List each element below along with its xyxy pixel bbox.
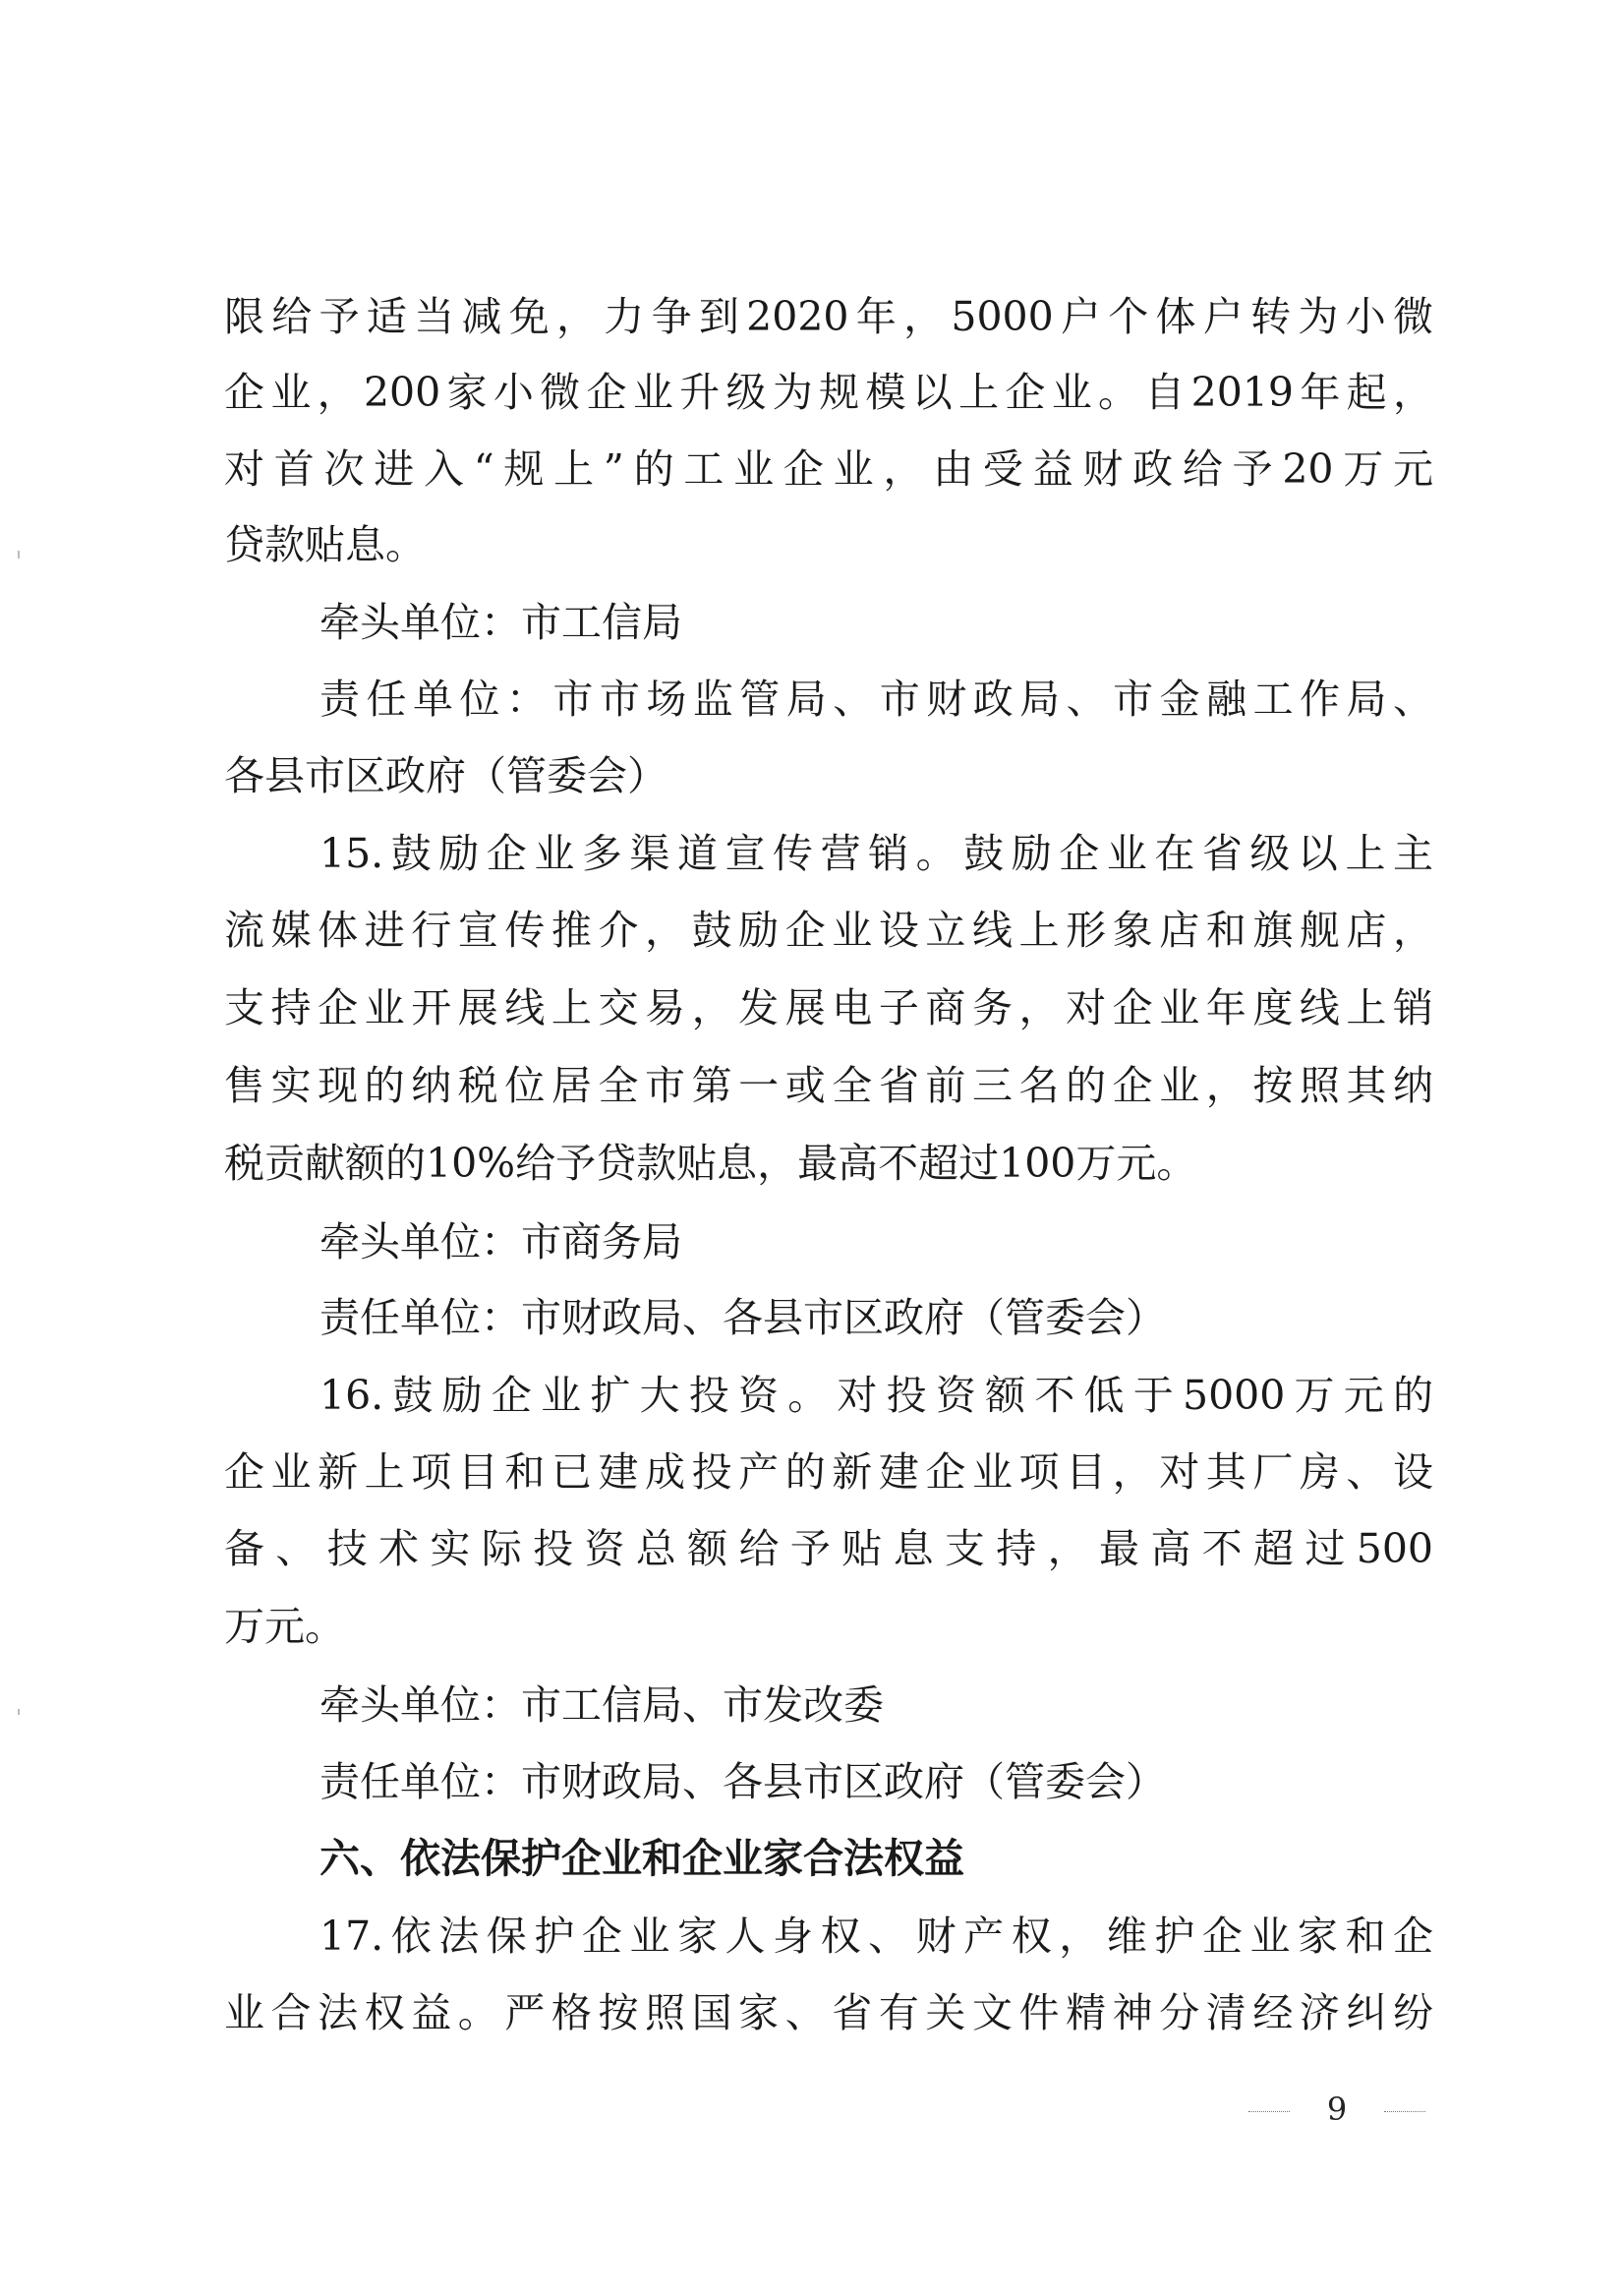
- paragraph-line: 16.鼓励企业扩大投资。对投资额不低于5000万元的: [319, 1372, 1433, 1419]
- paragraph-line: 售实现的纳税位居全市第一或全省前三名的企业，按照其纳: [224, 1062, 1433, 1109]
- paragraph-line: 15.鼓励企业多渠道宣传营销。鼓励企业在省级以上主: [319, 830, 1433, 877]
- paragraph-line: 企业，200家小微企业升级为规模以上企业。自2019年起，: [224, 369, 1433, 416]
- paragraph-line: 流媒体进行宣传推介，鼓励企业设立线上形象店和旗舰店，: [224, 907, 1433, 954]
- paragraph-line: 企业新上项目和已建成投产的新建企业项目，对其厂房、设: [224, 1448, 1433, 1496]
- responsible-unit-line: 责任单位：市市场监管局、市财政局、市金融工作局、: [319, 676, 1433, 723]
- responsible-unit-line: 责任单位：市财政局、各县市区政府（管委会）: [319, 1758, 1166, 1805]
- footer-dash-right: [1384, 2111, 1425, 2112]
- scan-margin-mark: [18, 1709, 20, 1715]
- responsible-unit-line: 责任单位：市财政局、各县市区政府（管委会）: [319, 1294, 1166, 1341]
- paragraph-line: 备、技术实际投资总额给予贴息支持，最高不超过500: [224, 1525, 1433, 1572]
- responsible-unit-line: 各县市区政府（管委会）: [224, 752, 667, 799]
- page-footer: [1248, 2090, 1425, 2129]
- paragraph-line: 17.依法保护企业家人身权、财产权，维护企业家和企: [319, 1913, 1433, 1960]
- footer-dash-left: [1248, 2111, 1290, 2112]
- paragraph-line: 限给予适当减免，力争到2020年，5000户个体户转为小微: [224, 293, 1433, 340]
- paragraph-line: 万元。: [224, 1603, 345, 1650]
- paragraph-line: 对首次进入“规上”的工业企业，由受益财政给予20万元: [224, 445, 1433, 493]
- scan-margin-mark: [18, 551, 20, 559]
- section-heading: 六、依法保护企业和企业家合法权益: [319, 1835, 964, 1882]
- paragraph-line: 支持企业开展线上交易，发展电子商务，对企业年度线上销: [224, 984, 1433, 1031]
- lead-unit-line: 牵头单位：市工信局、市发改委: [319, 1681, 884, 1729]
- page-number: 9: [1326, 2090, 1348, 2128]
- paragraph-line: 贷款贴息。: [224, 521, 426, 568]
- lead-unit-line: 牵头单位：市工信局: [319, 599, 682, 646]
- lead-unit-line: 牵头单位：市商务局: [319, 1218, 682, 1266]
- paragraph-line: 税贡献额的10%给予贷款贴息，最高不超过100万元。: [224, 1140, 1197, 1187]
- paragraph-line: 业合法权益。严格按照国家、省有关文件精神分清经济纠纷: [224, 1989, 1433, 2036]
